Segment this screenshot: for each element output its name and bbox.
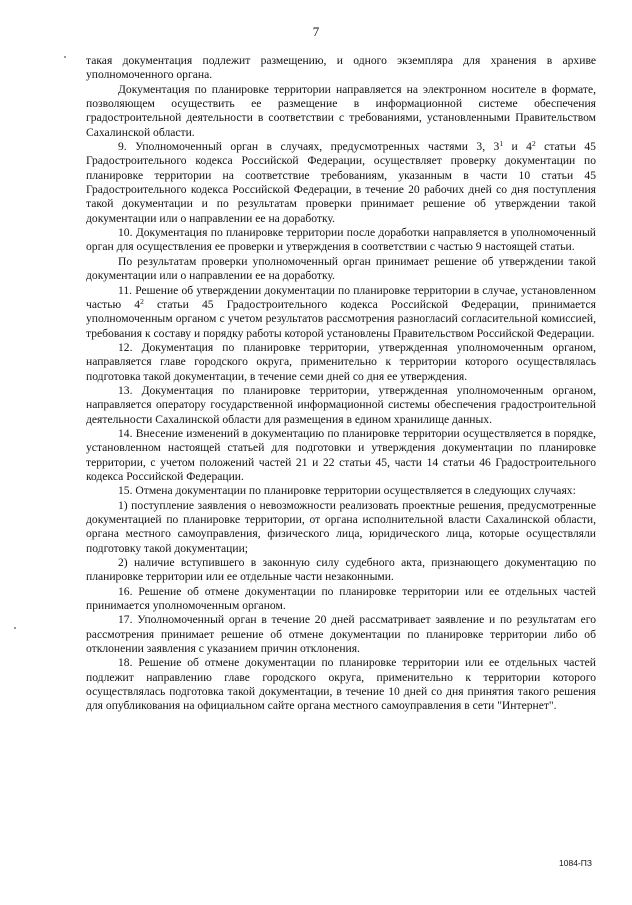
paragraph-item-16: 16. Решение об отмене документации по планировке территории или ее отдельных частей принимается уполномоченным органом. (86, 584, 596, 613)
superscript: 1 (499, 139, 504, 149)
scan-speck (14, 627, 16, 629)
paragraph-item-14: 14. Внесение изменений в документацию по планировке территории осуществляется в порядке, установленном настоящей статьей для подготовки и утверждения документации по планировке территории, с учетом положений частей 21 и 22 статьи 45, части 14 статьи 46 Градостроительного кодекса Российской Федерации. (86, 426, 596, 483)
text-segment: 11. Решение об утверждении документации по планировке территории в случае, установленном частью 4 (86, 283, 596, 311)
paragraph-item-13: 13. Документация по планировке территории, утвержденная уполномоченным органом, направляется оператору государственной информационной системы обеспечения градостроительной деятельности Сахалинской области для размещения в едином хранилище данных. (86, 383, 596, 426)
paragraph-continuation: такая документация подлежит размещению, и одного экземпляра для хранения в архиве уполномоченного органа. (86, 54, 596, 82)
paragraph-subitem-2: 2) наличие вступившего в законную силу судебного акта, признающего документацию по планировке территории или ее отдельные части незаконными. (86, 556, 596, 584)
superscript: 2 (531, 139, 536, 149)
text-segment: 9. Уполномоченный орган в случаях, предусмотренных частями 3, 3 (118, 140, 500, 154)
paragraph-item-9 (86, 140, 596, 226)
paragraph-subitem-1: 1) поступление заявления о невозможности реализовать проектные решения, предусмотренные документацией по планировке территории, от органа исполнительной власти Сахалинской области, органа местного самоуправления, физического лица, юридического лица, которые осуществляли подготовку такой документации; (86, 498, 596, 555)
text-segment: и 4 (503, 140, 532, 154)
page-number: 7 (312, 24, 320, 39)
paragraph-item-18: 18. Решение об отмене документации по планировке территории или ее отдельных частей подлежит направлению главе городского округа, применительно к территории которого осуществлялась подготовка такой документации, в течение 10 дней со дня принятия такого решения для опубликования на официальном сайте органа местного самоуправления в сети "Интернет". (86, 656, 596, 713)
document-code: 1084-ПЗ (559, 858, 592, 868)
text-segment: статьи 45 Градостроительного кодекса Российской Федерации, осуществляет проверку документации по планировке территории на соответствие требованиям, указанным в части 10 статьи 45 Градостроительного кодекса Российской Федерации, в течение 20 рабочих дней со дня поступления такой документации и по результатам проверки принимает решение об утверждении такой документации или о направлении ее на доработку. (86, 140, 596, 225)
paragraph-verification-result: По результатам проверки уполномоченный орган принимает решение об утверждении такой документации или о направлении ее на доработку. (86, 254, 596, 283)
paragraph-item-10: 10. Документация по планировке территории после доработки направляется в уполномоченный орган для осуществления ее проверки и утверждения в соответствии с частью 9 настоящей статьи. (86, 226, 596, 254)
paragraph-item-17: 17. Уполномоченный орган в течение 20 дней рассматривает заявление и по результатам его рассмотрения принимает решение об отмене документации по планировке территории либо об отклонении заявления с указанием причин отклонения. (86, 613, 596, 656)
paragraph-item-12: 12. Документация по планировке территории, утвержденная уполномоченным органом, направляется главе городского округа, применительно к территории которого осуществлялась подготовка такой документации, в течение семи дней со дня ее утверждения. (86, 340, 596, 383)
paragraph-electronic-format: Документация по планировке территории направляется на электронном носителе в формате, позволяющем осуществить ее размещение в информационной системе обеспечения градостроительной деятельности в соответствии с требованиями, установленными Правительством Сахалинской области. (86, 82, 596, 139)
paragraph-item-15: 15. Отмена документации по планировке территории осуществляется в следующих случаях: (118, 484, 576, 498)
document-body (86, 54, 596, 714)
text-segment: статьи 45 Градостроительного кодекса Российской Федерации, принимается уполномоченным органом с учетом результатов рассмотрения разногласий согласительной комиссией, требования к составу и порядку работы которой установлены Правительством Российской Федерации. (86, 297, 596, 340)
superscript: 2 (140, 296, 144, 306)
scan-speck (64, 56, 66, 58)
paragraph-item-11 (86, 284, 596, 341)
